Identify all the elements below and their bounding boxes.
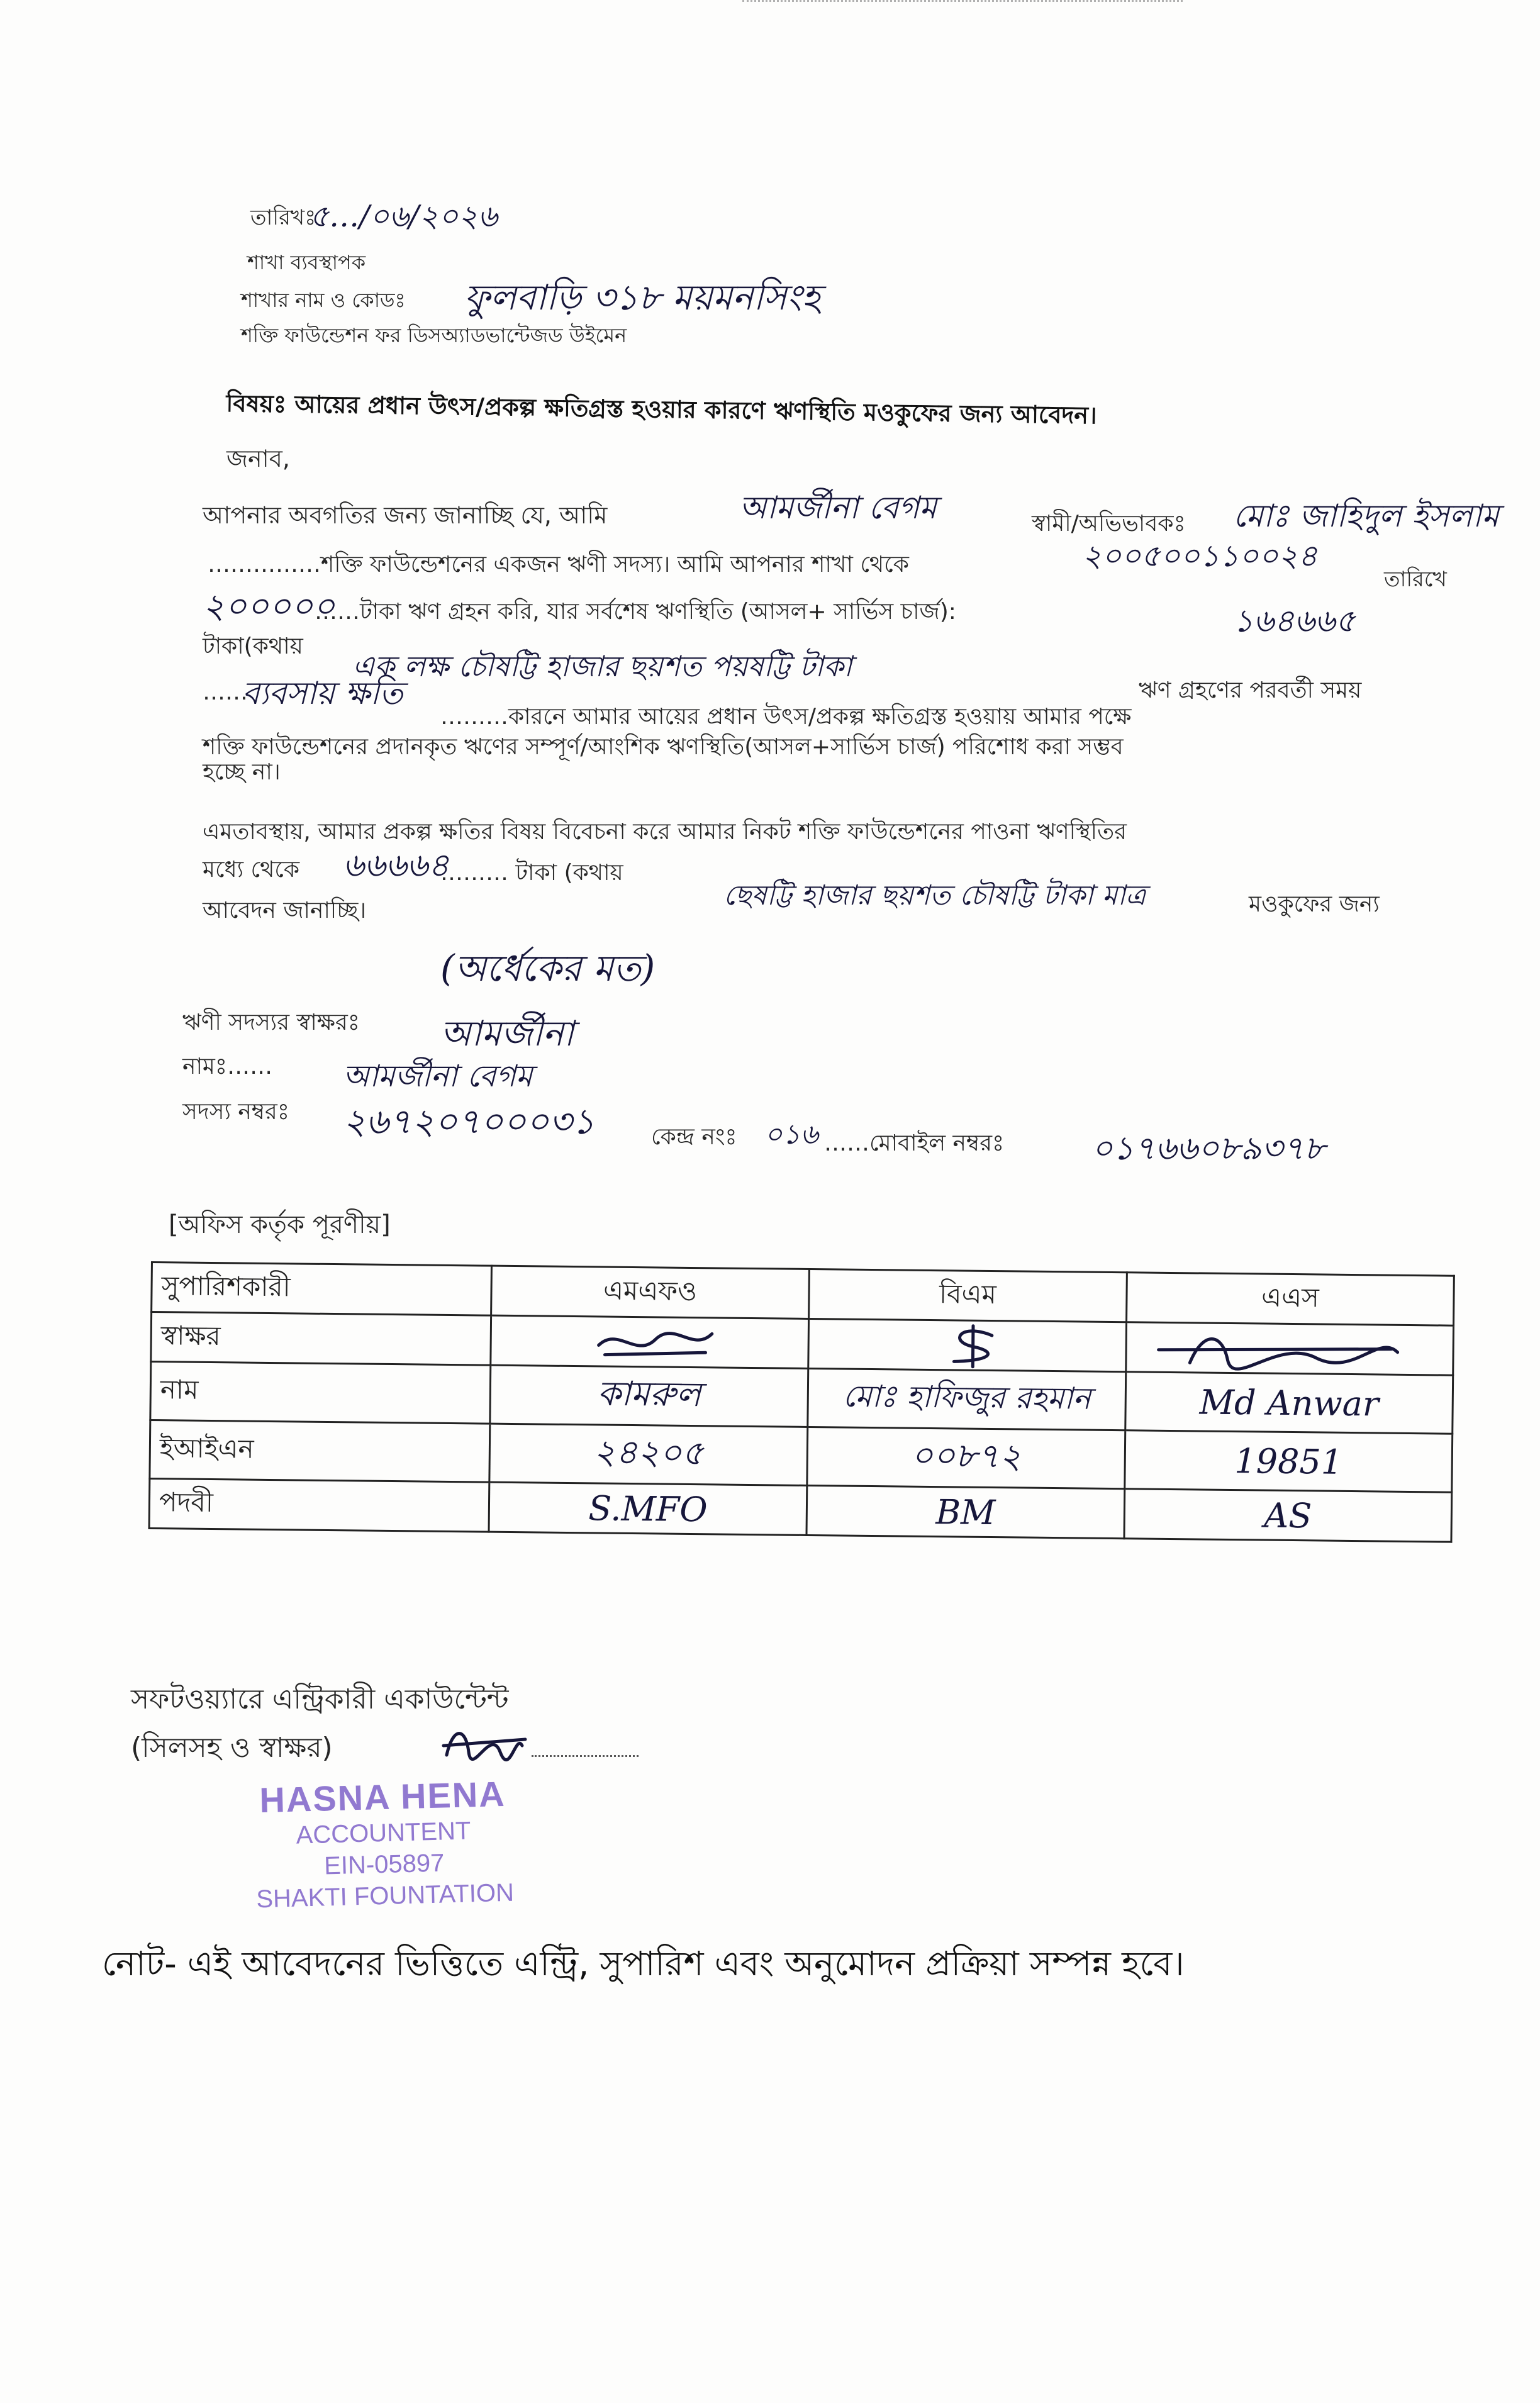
balance-handwritten: ১৬৪৬৬৫ [1233,603,1356,639]
waiver-words-handwritten: ছেষট্টি হাজার ছয়শত চৌষট্টি টাকা মাত্র [723,879,1146,912]
cause-handwritten: ব্যবসায় ক্ষতি [242,675,403,711]
row-label-signature: স্বাক্ষর [151,1312,491,1366]
p2-line1: এমতাবস্থায়, আমার প্রকল্প ক্ষতির বিষয় বিবেচনা করে আমার নিকট শক্তি ফাউন্ডেশনের পাওনা ঋণস্থিতির [203,819,1127,845]
bm-name: মোঃ হাফিজুর রহমান [808,1368,1126,1430]
signature-mark [592,1320,718,1365]
member-name-handwritten: আমর্জীনা বেগম [739,489,937,526]
branch-value: ফুলবাড়ি ৩১৮ ময়মনসিংহ [464,277,820,318]
date-label: তারিখঃ [250,205,316,230]
org-line: শক্তি ফাউন্ডেশন ফর ডিসঅ্যাডভান্টেজড উইমেন [241,323,627,347]
stamp-ein: EIN-05897 [323,1849,445,1880]
p1-line2-a: ……………শক্তি ফাউন্ডেশনের একজন ঋণী সদস্য। আমি আপনার শাখা থেকে [208,552,909,577]
row-label-designation: পদবী [149,1478,489,1532]
p1-line7: হচ্ছে না। [203,759,281,785]
stamp-name: HASNA HENA [259,1773,506,1820]
member-number-label: সদস্য নম্বরঃ [182,1099,290,1125]
mfo-name: কামরুল [490,1365,808,1427]
row-label-recommender: সুপারিশকারী [152,1263,492,1316]
p2-line2-b: ……… টাকা (কথায় [440,860,623,886]
mfo-signature [491,1315,809,1368]
member-signature: আমর্জীনা [440,1013,574,1054]
loan-amount-handwritten: ২০০০০০ [203,586,335,626]
p1-line4-a: টাকা(কথায় [203,633,303,659]
mobile-label: ……মোবাইল নম্বরঃ [824,1130,1005,1156]
signature-mark [935,1322,1011,1369]
member-name-value: আমর্জীনা বেগম [343,1059,533,1094]
stamp-org: SHAKTI FOUNTATION [255,1878,515,1914]
subject-line: বিষয়ঃ আয়ের প্রধান উৎস/প্রকল্প ক্ষতিগ্রস্ত হওয়ার কারণে ঋণস্থিতি মওকুফের জন্য আবেদন। [226,389,1097,430]
column-as: এএস [1127,1273,1454,1325]
recommendation-table [148,1261,1455,1543]
date-value: ৫…/০৬/২০২৬ [310,199,498,234]
bm-designation: BM [806,1485,1125,1538]
p1-line2-b: তারিখে [1384,567,1447,592]
balance-words-handwritten: এক লক্ষ চৌষট্টি হাজার ছয়শত পয়ষট্টি টাকা [352,649,852,683]
p1-line6: শক্তি ফাউন্ডেশনের প্রদানকৃত ঋণের সম্পূর্ণ/আংশিক ঋণস্থিতি(আসল+সার্ভিস চার্জ) পরিশোধ করা সম্ভব [203,734,1124,760]
signature-mark [1152,1325,1404,1374]
p2-line2-a: মধ্যে থেকে [203,857,300,883]
accountant-line1: সফটওয়্যারে এন্ট্রিকারী একাউন্টেন্ট [131,1683,509,1715]
half-amount-note: (অর্ধেকের মত) [440,947,656,990]
column-bm: বিএম [809,1269,1127,1322]
as-signature [1126,1322,1454,1375]
p2-line2-c: মওকুফের জন্য [1249,891,1380,917]
row-label-ein: ইআইএন [150,1420,490,1483]
as-ein: 19851 [1125,1430,1453,1492]
footer-note: নোট- এই আবেদনের ভিত্তিতে এন্ট্রি, সুপারিশ এবং অনুমোদন প্রক্রিয়া সম্পন্ন হবে। [102,1944,1185,1983]
member-sign-label: ঋণী সদস্যর স্বাক্ষরঃ [182,1010,360,1035]
stamp-title: ACCOUNTENT [296,1817,471,1849]
salutation: জনাব, [226,445,290,472]
bm-signature [808,1319,1127,1371]
column-mfo: এমএফও [491,1266,810,1319]
center-label: কেন্দ্র নংঃ [651,1124,737,1150]
center-value: ০১৬ [764,1118,818,1151]
p1-line1-b: স্বামী/অভিভাবকঃ [1032,511,1186,537]
mfo-ein: ২৪২০৫ [489,1424,808,1485]
as-designation: AS [1124,1489,1452,1542]
waiver-amount-handwritten: ৬৬৬৬৪ [343,847,449,884]
accountant-signature [440,1720,528,1765]
mobile-value: ০১৭৬৬০৮৯৩৭৮ [1091,1130,1325,1168]
p2-line3: আবেদন জানাচ্ছি। [203,898,367,923]
mfo-designation: S.MFO [489,1482,807,1535]
guardian-handwritten: মোঃ জাহিদুল ইসলাম [1233,498,1499,534]
p1-line3-a: ……টাকা ঋণ গ্রহন করি, যার সর্বশেষ ঋণস্থিতি (আসল+ সার্ভিস চার্জ): [315,599,956,625]
office-use-label: [অফিস কর্তৃক পূরণীয়] [169,1210,391,1239]
p1-line5-b: ………কারনে আমার আয়ের প্রধান উৎস/প্রকল্প ক্ষতিগ্রস্ত হওয়ায় আমার পক্ষে [440,704,1132,730]
accountant-stamp [218,1773,549,1916]
row-label-name: নাম [150,1362,491,1424]
p1-line4-b: ঋণ গ্রহণের পরবর্তী সময় [1139,677,1362,703]
bm-ein: ০০৮৭২ [807,1427,1125,1488]
member-number-value: ২৬৭২০৭০০০৩১ [343,1101,595,1142]
as-name: Md Anwar [1125,1372,1453,1434]
p1-line5-a: …… [203,679,248,705]
p1-line1-a: আপনার অবগতির জন্য জানাচ্ছি যে, আমি [203,501,608,529]
loan-date-handwritten: ২০০৫০০১১০০২৪ [1082,538,1318,574]
accountant-line2: (সিলসহ ও স্বাক্ষর) [131,1732,333,1764]
top-edge-marks [742,0,1183,11]
manager-label: শাখা ব্যবস্থাপক [247,250,366,274]
branch-label: শাখার নাম ও কোডঃ [241,288,406,312]
signature-dotted-line [532,1755,639,1757]
member-name-label: নামঃ…… [182,1054,273,1079]
